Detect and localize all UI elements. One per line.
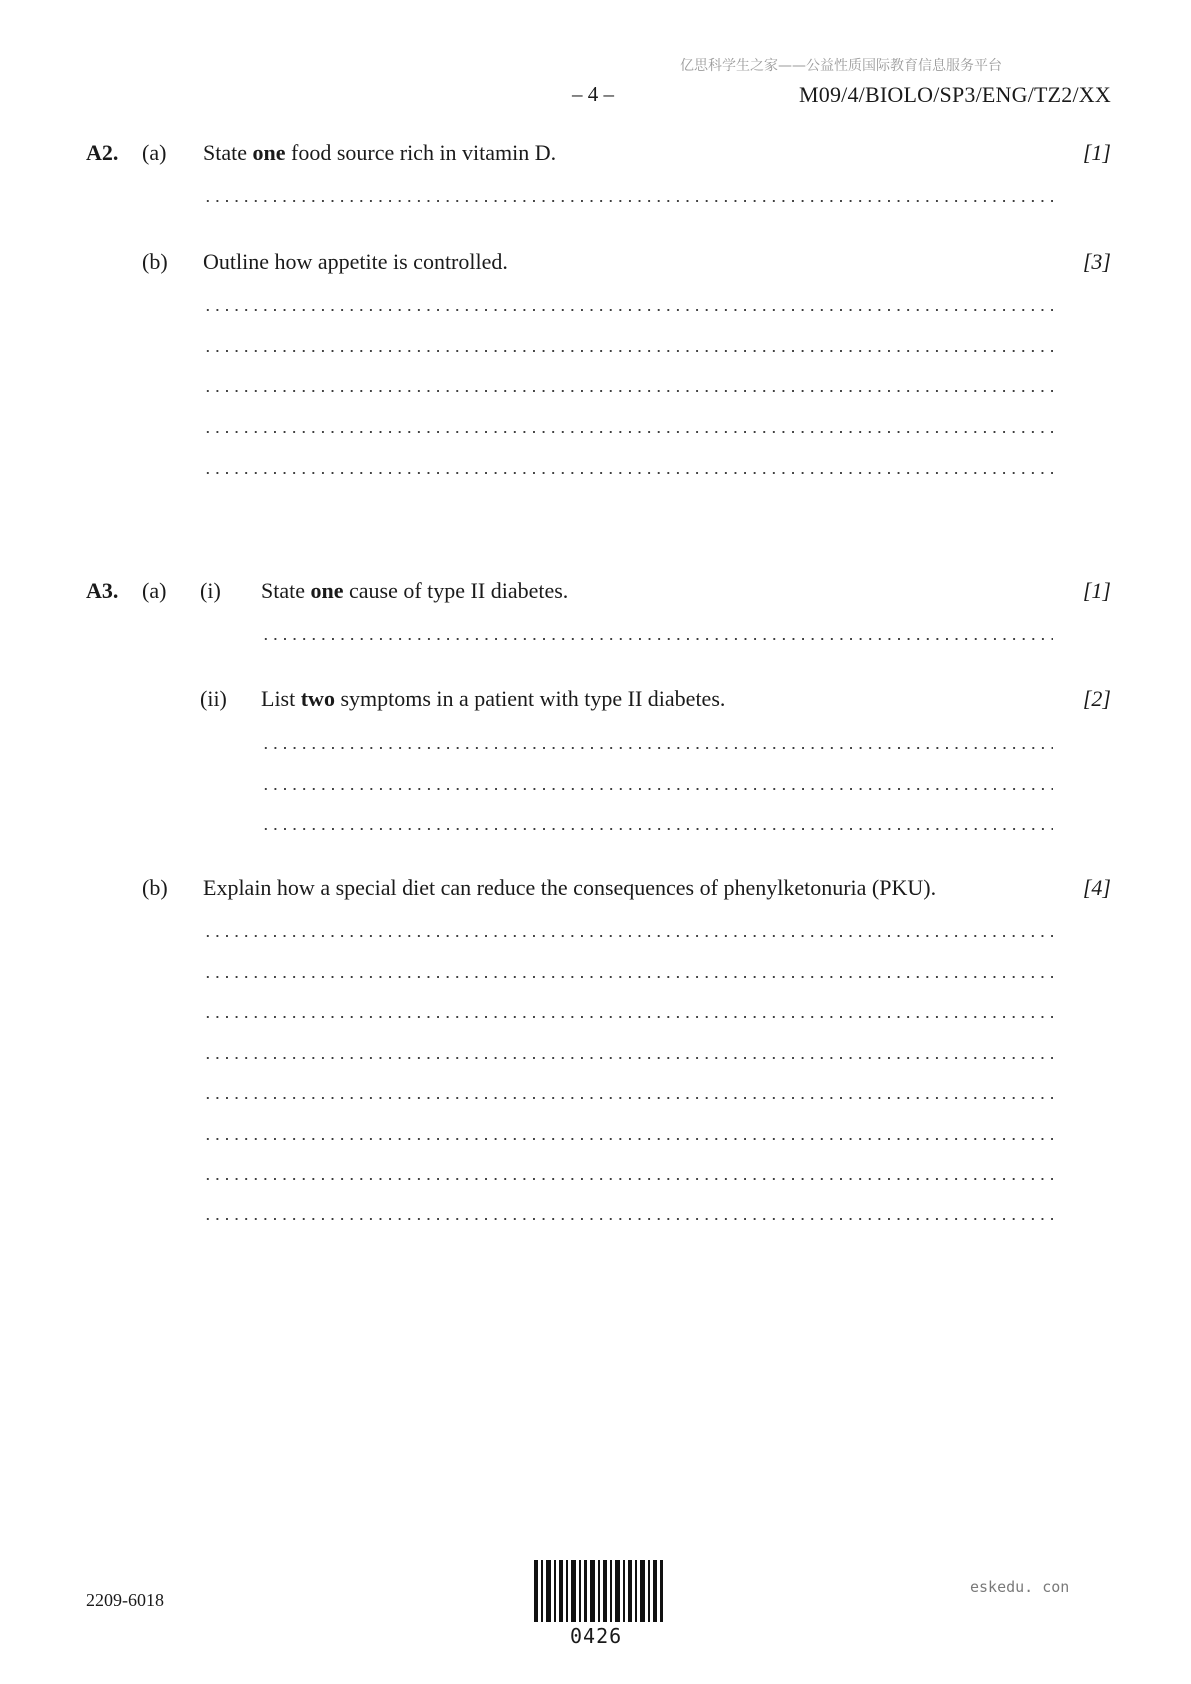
question-text-a3b: Explain how a special diet can reduce the consequences of phenylketonuria (PKU).: [203, 875, 937, 900]
answer-line[interactable]: [203, 200, 1053, 202]
answer-line[interactable]: [203, 1218, 1053, 1220]
barcode-number: 0426: [570, 1624, 623, 1648]
marks-a2b: [3]: [1082, 249, 1111, 274]
answer-line[interactable]: [261, 638, 1053, 640]
answer-line[interactable]: [203, 976, 1053, 978]
question-number-a2: A2.: [86, 140, 119, 165]
answer-line[interactable]: [261, 788, 1053, 790]
subpart-label-a3aii: (ii): [200, 686, 227, 711]
watermark-site: eskedu. con: [970, 1578, 1070, 1596]
marks-a3aii: [2]: [1082, 686, 1111, 711]
subpart-label-a3ai: (i): [200, 578, 221, 603]
answer-line[interactable]: [203, 1178, 1053, 1180]
answer-line[interactable]: [203, 1138, 1053, 1140]
paper-code: M09/4/BIOLO/SP3/ENG/TZ2/XX: [799, 82, 1111, 107]
answer-line[interactable]: [203, 935, 1053, 937]
answer-line[interactable]: [203, 350, 1053, 352]
question-text-a3ai: State one cause of type II diabetes.: [261, 578, 569, 603]
marks-a3b: [4]: [1082, 875, 1111, 900]
question-text-a2a: State one food source rich in vitamin D.: [203, 140, 557, 165]
answer-line[interactable]: [203, 390, 1053, 392]
marks-a2a: [1]: [1082, 140, 1111, 165]
question-number-a3: A3.: [86, 578, 119, 603]
answer-line[interactable]: [261, 747, 1053, 749]
paper-reference-code: 2209-6018: [86, 1590, 164, 1610]
question-text-a3aii: List two symptoms in a patient with type II diabetes.: [261, 686, 726, 711]
part-label-a3b: (b): [142, 875, 168, 900]
watermark-text: 亿思科学生之家——公益性质国际教育信息服务平台: [680, 58, 1002, 74]
answer-line[interactable]: [203, 472, 1053, 474]
answer-line[interactable]: [203, 431, 1053, 433]
answer-line[interactable]: [203, 1097, 1053, 1099]
answer-line[interactable]: [203, 1057, 1053, 1059]
part-label-a2b: (b): [142, 249, 168, 274]
part-label-a3a: (a): [142, 578, 167, 603]
answer-line[interactable]: [203, 1016, 1053, 1018]
marks-a3ai: [1]: [1082, 578, 1111, 603]
answer-line[interactable]: [261, 828, 1053, 830]
answer-line[interactable]: [203, 309, 1053, 311]
question-text-a2b: Outline how appetite is controlled.: [203, 249, 508, 274]
part-label-a2a: (a): [142, 140, 167, 165]
page-number: – 4 –: [572, 82, 614, 106]
